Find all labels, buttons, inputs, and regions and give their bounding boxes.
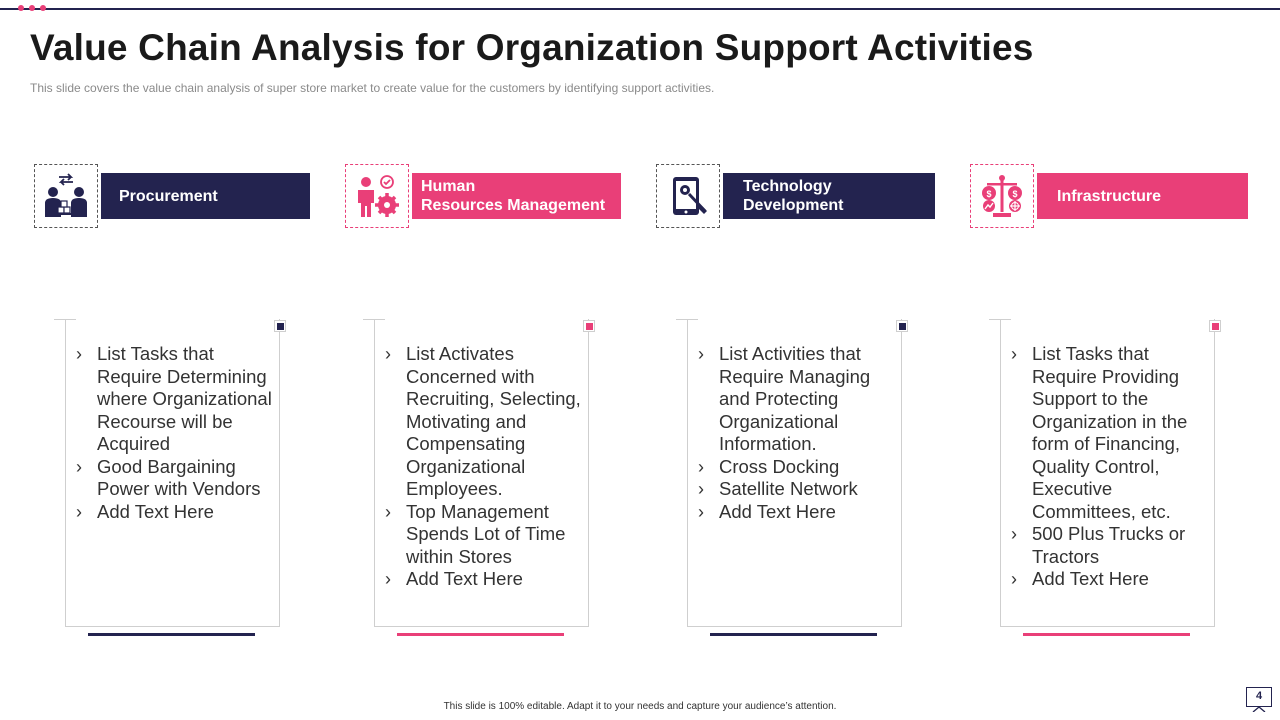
chevron-right-icon: › [385,569,391,589]
hr-underline [397,633,564,636]
procurement-header [101,173,310,219]
list-item: › List Tasks that Require Determining where Organizational Recourse will be Acquired [76,343,272,454]
chevron-right-icon: › [385,344,391,364]
chevron-right-icon: › [1011,569,1017,589]
list-item: › List Tasks that Require Providing Support to the Organization in the form of Financing, Quality Control, Executive Committees, etc. [1011,343,1188,522]
procurement-underline [88,633,255,636]
card-tick [989,319,1011,320]
chevron-right-icon: › [76,501,82,522]
easel-stand-icon [1251,707,1267,712]
infrastructure-heading: Infrastructure [1057,187,1162,205]
card-tick [54,319,76,320]
infrastructure-list [1011,343,1211,591]
card-corner-marker [896,320,908,332]
list-item: › Add Text Here [76,500,214,522]
chevron-right-icon: › [76,456,82,477]
slide-title: Value Chain Analysis for Organization Support Activities [30,27,1034,68]
list-item: › 500 Plus Trucks or Tractors [1011,523,1186,567]
slide-footer: This slide is 100% editable. Adapt it to your needs and capture your audience’s attention. [443,701,837,712]
chevron-right-icon: › [76,344,82,364]
procurement-heading: Procurement [119,187,218,205]
infrastructure-card [1000,319,1215,627]
card-corner-marker [583,320,595,332]
hr-icon [345,164,409,228]
technology-underline [710,633,877,636]
list-item: › List Activates Concerned with Recruiting, Selecting, Motivating and Compensating Organizational Employees. [385,343,581,499]
top-rule [0,8,1280,10]
chevron-right-icon: › [698,501,704,522]
procurement-icon [34,164,98,228]
hr-heading: Human Resources Management [421,178,606,214]
infrastructure-icon [970,164,1034,228]
svg-text:$: $ [986,189,992,199]
list-item: › Cross Docking [698,455,840,477]
card-corner-marker [274,320,286,332]
list-item: › Satellite Network [698,478,858,499]
card-tick [363,319,385,320]
chevron-right-icon: › [1011,524,1017,544]
chevron-right-icon: › [698,456,704,477]
list-item: › Add Text Here [1011,568,1149,589]
svg-text:$: $ [1012,189,1018,199]
card-corner-marker [1209,320,1221,332]
infrastructure-header [1037,173,1248,219]
hr-header [412,173,621,219]
infrastructure-underline [1023,633,1190,636]
chevron-right-icon: › [698,479,704,499]
top-dots-decoration [18,5,46,11]
list-item: › List Activities that Require Managing and Protecting Organizational Information. [698,343,871,454]
procurement-list [76,343,276,523]
chevron-right-icon: › [698,344,704,364]
slide-subtitle: This slide covers the value chain analysis of super store market to create value for the customers by identifying support activities. [30,81,715,95]
card-tick [676,319,698,320]
list-item: › Top Management Spends Lot of Time within Stores [385,500,566,567]
list-item: › Good Bargaining Power with Vendors [76,455,261,499]
list-item: › Add Text Here [698,500,836,522]
hr-list [385,343,585,591]
procurement-card [65,319,280,627]
chevron-right-icon: › [1011,344,1017,364]
page-number-badge: 4 [1246,687,1272,707]
hr-card [374,319,589,627]
technology-card [687,319,902,627]
technology-icon [656,164,720,228]
chevron-right-icon: › [385,501,391,522]
technology-heading: Technology Development [743,178,844,214]
technology-list [698,343,898,523]
list-item: › Add Text Here [385,568,523,589]
technology-header [723,173,935,219]
